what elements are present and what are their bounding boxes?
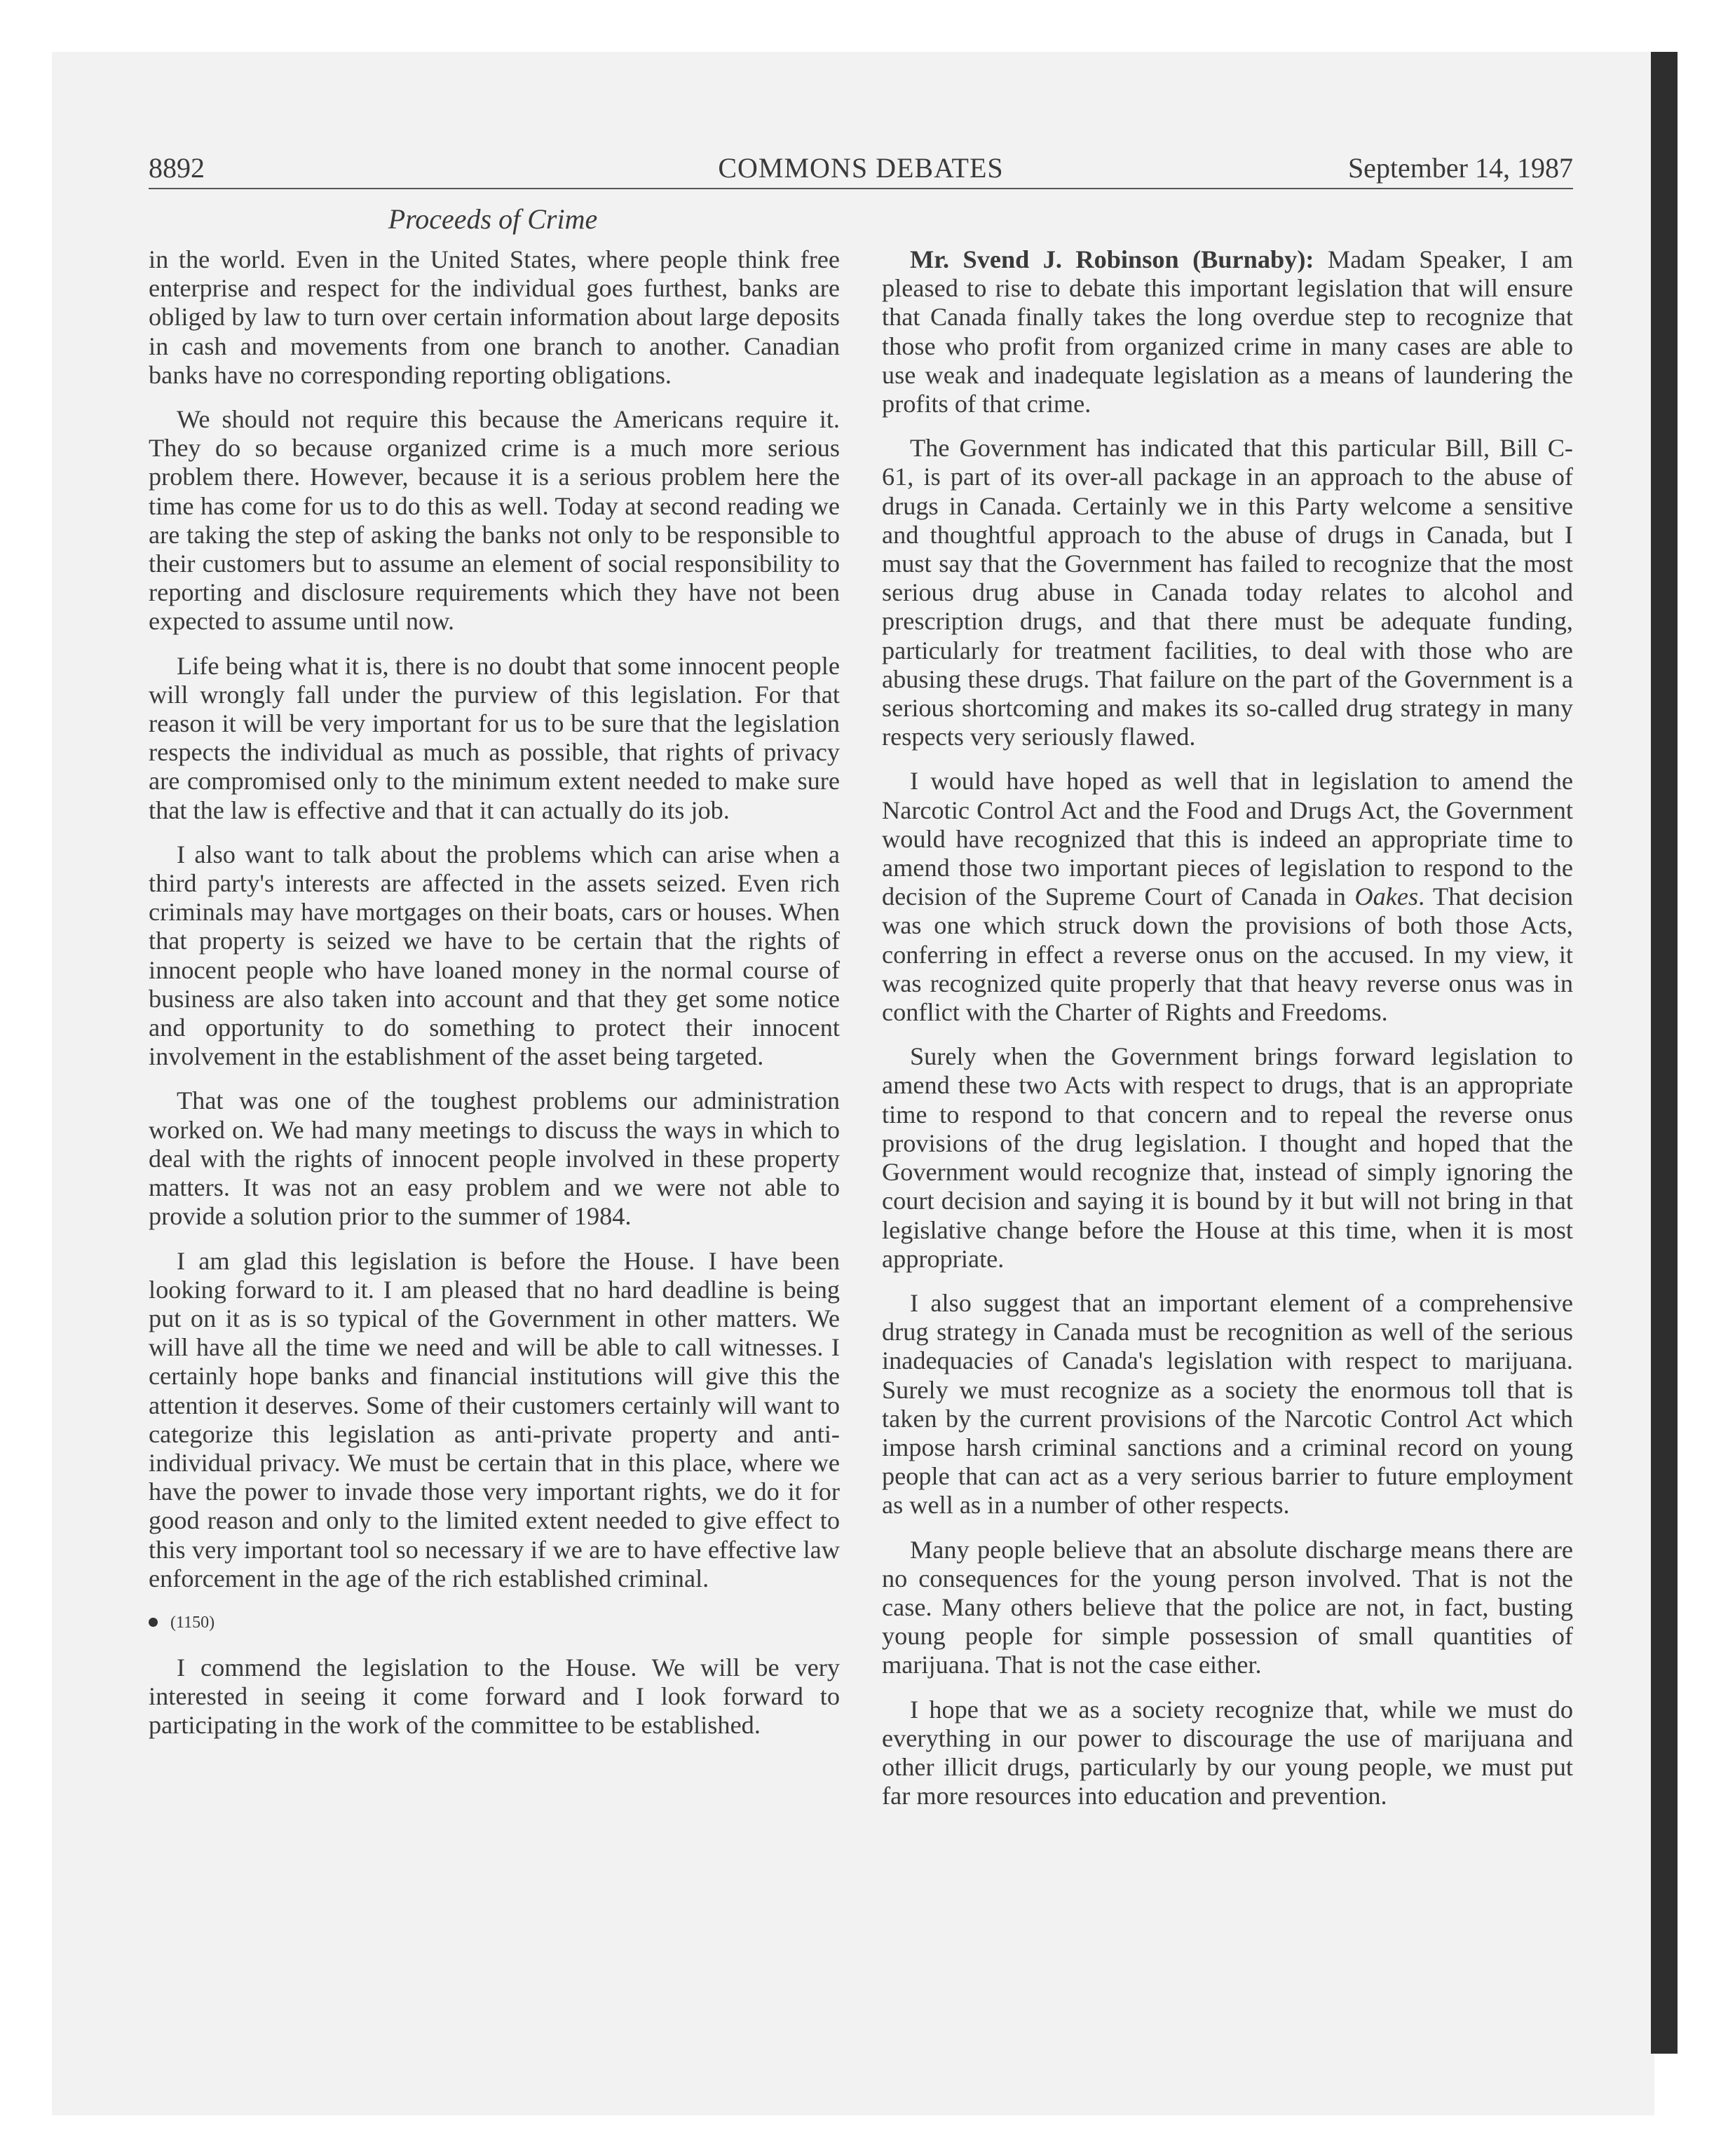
right-column [882,245,1573,1826]
paragraph-text: . That decision was one which struck down the provisions of both those Acts, conferring in effect a reverse onus on the accused. In my view, it was recognized quite properly that that heavy reverse onus was in conflict with the Charter of Rights and Freedoms. [882,882,1573,1027]
paragraph: I am glad this legislation is before the House. I have been looking forward to it. I am pleased that no hard deadline is being put on it as is so typical of the Government in other matters. We will have all the time we need and will be able to call witnesses. I certainly hope banks and financial institutions will give this the attention it deserves. Some of their customers certainly will want to categorize this legislation as anti-private property and anti-individual privacy. We must be certain that in this place, where we have the power to invade those very important rights, we do it for good reason and only to the limited extent needed to give effect to this very important tool so necessary if we are to have effective law enforcement in the age of the rich established criminal. [149,1246,840,1592]
paragraph [882,767,1573,1027]
paragraph: We should not require this because the Americans require it. They do so because organized crime is a much more serious problem there. However, because it is a serious problem here the time has come for us to do this as well. Today at second reading we are taking the step of asking the banks not only to be responsible to their customers but to assume an element of social responsibility to reporting and disclosure requirements which they have not been expected to assume until now. [149,405,840,636]
left-column [149,245,840,1756]
bullet-icon [149,1618,158,1627]
scan-edge-bar [1651,52,1678,2054]
paragraph: I commend the legislation to the House. We will be very interested in seeing it come forward and I look forward to participating in the work of the committee to be established. [149,1653,840,1740]
paragraph: in the world. Even in the United States, where people think free enterprise and respect for the individual goes furthest, banks are obliged by law to turn over certain information about large deposits in cash and movements from one branch to another. Canadian banks have no corresponding reporting obligations. [149,245,840,389]
paragraph [882,245,1573,418]
paragraph-text: Madam Speaker, I am pleased to rise to debate this important legislation that will ensure that Canada finally takes the long overdue step to recognize that those who profit from organized crime in many cases are able to use weak and inadequate legislation as a means of laundering the profits of that crime. [882,245,1573,418]
paragraph: That was one of the toughest problems our administration worked on. We had many meetings to discuss the ways in which to deal with the rights of innocent people involved in these property matters. It was not an easy problem and we were not able to provide a solution prior to the summer of 1984. [149,1086,840,1231]
page-header [149,149,1573,189]
paragraph: Many people believe that an absolute discharge means there are no consequences for the young person involved. That is not the case. Many others believe that the police are not, in fact, busting young people for simple possession of small quantities of marijuana. That is not the case either. [882,1535,1573,1679]
paragraph: I hope that we as a society recognize that, while we must do everything in our power to discourage the use of marijuana and other illicit drugs, particularly by our young people, we must put far more resources into education and prevention. [882,1695,1573,1810]
paragraph: I also want to talk about the problems which can arise when a third party's interests are affected in the assets seized. Even rich criminals may have mortgages on their boats, cars or houses. When that property is seized we have to be certain that the rights of innocent people who have loaned money in the normal course of business are also taken into account and that they get some notice and opportunity to do something to protect their innocent involvement in the establishment of the asset being targeted. [149,840,840,1071]
header-date: September 14, 1987 [1347,152,1573,184]
paragraph: Surely when the Government brings forward legislation to amend these two Acts with respect to drugs, that is an appropriate time to respond to that concern and to repeal the reverse onus provisions of the drug legislation. I thought and hoped that the Government would recognize that, instead of simply ignoring the court decision and saying it is bound by it but will not bring in that legislative change before the House at this time, when it is most appropriate. [882,1042,1573,1273]
paragraph-text: I would have hoped as well that in legislation to amend the Narcotic Control Act and the Food and Drugs Act, the Government would have recognized that this is indeed an appropriate time to amend those two important pieces of legislation to respond to the decision of the Supreme Court of Canada in [882,767,1573,911]
journal-title: COMMONS DEBATES [718,152,1004,184]
running-title: Proceeds of Crime [388,203,598,235]
paragraph: Life being what it is, there is no doubt that some innocent people will wrongly fall under the purview of this legislation. For that reason it will be very important for us to be sure that the legislation respects the individual as much as possible, that rights of privacy are compromised only to the minimum extent needed to make sure that the law is effective and that it can actually do its job. [149,651,840,824]
case-name: Oakes [1354,882,1419,911]
page-number: 8892 [149,152,205,184]
paragraph: The Government has indicated that this particular Bill, Bill C-61, is part of its over-all package in an approach to the abuse of drugs in Canada. Certainly we in this Party welcome a sensitive and thoughtful approach to the abuse of drugs in Canada, but I must say that the Government has failed to recognize that the most serious drug abuse in Canada today relates to alcohol and prescription drugs, and that there must be adequate funding, particularly for treatment facilities, to deal with those who are abusing these drugs. That failure on the part of the Government is a serious shortcoming and makes its so-called drug strategy in many respects very seriously flawed. [882,434,1573,751]
speaker-name: Mr. Svend J. Robinson (Burnaby): [910,245,1314,273]
time-marker [149,1609,840,1637]
time-stamp-text: (1150) [170,1613,215,1632]
paragraph: I also suggest that an important element of a comprehensive drug strategy in Canada must be recognition as well of the serious inadequacies of Canada's legislation with respect to marijuana. Surely we must recognize as a society the enormous toll that is taken by the current provisions of the Narcotic Control Act which impose harsh criminal sanctions and a criminal record on young people that can act as a very serious barrier to future employment as well as in a number of other respects. [882,1288,1573,1520]
